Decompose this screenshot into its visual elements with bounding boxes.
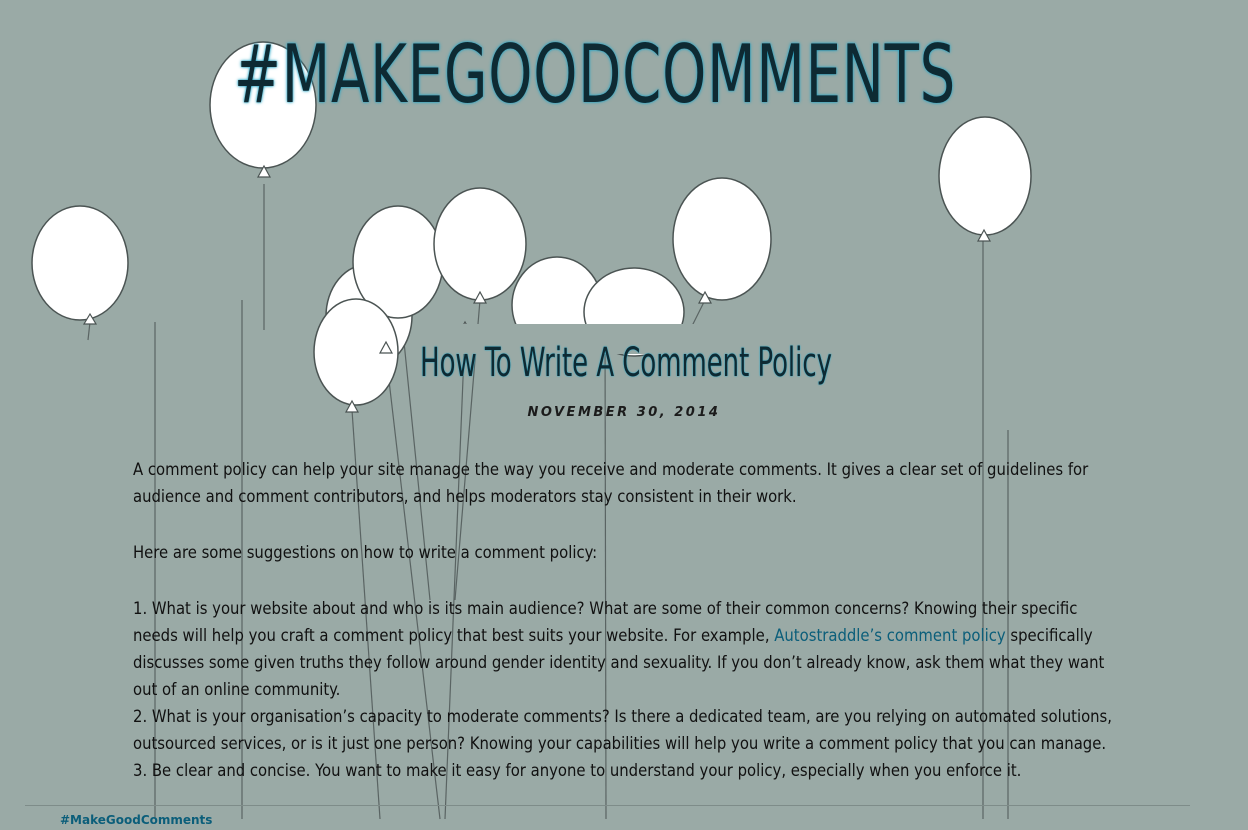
post-content xyxy=(133,456,1123,784)
item-text: 1. What is your website about and who is its main audience? What are some of their common concerns? Knowing their specific needs will help you craft a comment policy that best suits your website. For example, xyxy=(133,599,1078,645)
intro-paragraph: A comment policy can help your site manage the way you receive and moderate comments. It gives a clear set of guidelines for audience and comment contributors, and helps moderators stay consistent in their work. xyxy=(133,460,1089,506)
lead-paragraph: Here are some suggestions on how to write a comment policy: xyxy=(133,543,598,562)
list-item: 2. What is your organisation’s capacity to moderate comments? Is there a dedicated team, are you relying on automated solutions, outsourced services, or is it just one person? Knowing your capabilities will help you write a comment policy that you can manage. xyxy=(133,707,1113,753)
item-text: specifically discusses some given truths they follow around gender identity and sexuality. If you don’t already know, ask them what they want out of an online community. xyxy=(133,626,1105,699)
balloon xyxy=(434,188,526,300)
site-title[interactable]: #MAKEGOODCOMMENTS xyxy=(233,28,957,121)
suggestion-list xyxy=(133,595,1123,784)
post-title[interactable]: How To Write A Comment Policy xyxy=(420,340,832,386)
post-date: NOVEMBER 30, 2014 xyxy=(527,405,721,420)
balloon xyxy=(32,206,128,320)
autostraddle-policy-link[interactable]: Autostraddle’s comment policy xyxy=(774,626,1006,645)
list-item: 3. Be clear and concise. You want to make it easy for anyone to understand your policy, especially when you enforce it. xyxy=(133,761,1022,780)
footer-link[interactable]: #MakeGoodComments xyxy=(60,813,213,827)
footer-divider xyxy=(25,805,1190,806)
balloon xyxy=(673,178,771,300)
balloon xyxy=(939,117,1031,235)
list-item xyxy=(133,595,1123,703)
balloon-string xyxy=(88,322,90,340)
